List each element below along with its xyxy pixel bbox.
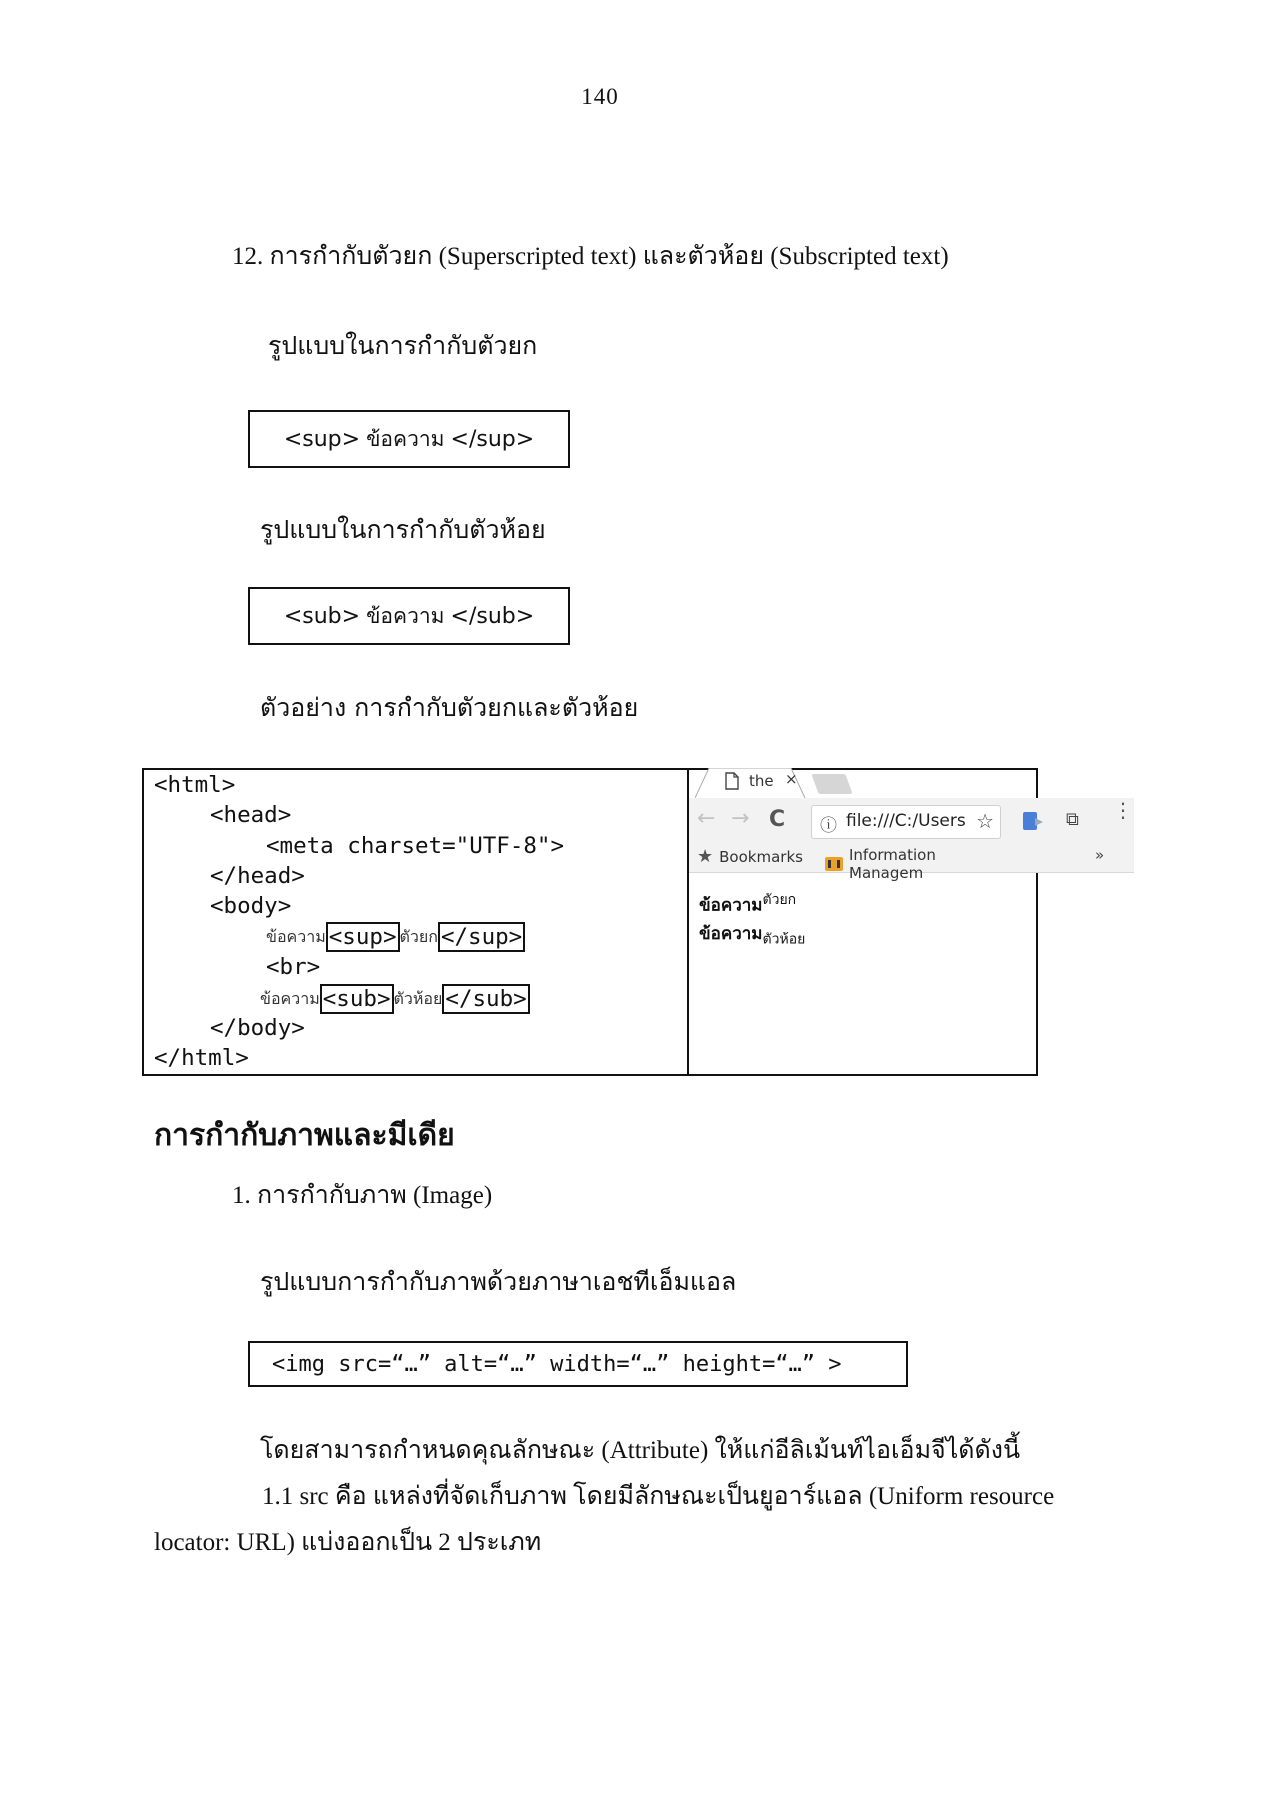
sub-format-label: รูปแบบในการกำกับตัวห้อย	[260, 515, 546, 544]
attribute-intro: โดยสามารถกำหนดคุณลักษณะ (Attribute) ให้แก่อีลิเม้นท์ไอเอ็มจีได้ดังนี้	[260, 1437, 1021, 1464]
code-line: <head>	[210, 802, 292, 828]
sup-placeholder: ข้อความ	[366, 426, 445, 451]
tab-strip	[689, 770, 1129, 798]
tab-title: the	[749, 772, 774, 790]
sub-placeholder: ข้อความ	[366, 603, 445, 628]
bookmark-item[interactable]	[825, 846, 1007, 882]
example-table	[142, 768, 1133, 1076]
code-line: <html>	[154, 772, 236, 798]
attribute-src-line1: 1.1 src คือ แหล่งที่จัดเก็บภาพ โดยมีลักษณะเป็นยูอาร์แอล (Uniform resource	[262, 1483, 1055, 1510]
page-number: 140	[581, 84, 619, 109]
rendered-sub-line	[699, 920, 805, 953]
sub-inner-text: ตัวห้อย	[393, 990, 443, 1008]
document-icon	[725, 772, 739, 790]
sub-open-tag-box: <sub>	[320, 984, 394, 1014]
sup-open-tag: <sup>	[283, 426, 361, 452]
rendered-superscript: ตัวยก	[762, 892, 797, 908]
code-line: </html>	[154, 1045, 249, 1071]
code-line: <body>	[210, 893, 292, 919]
translate-extension-icon[interactable]	[1023, 812, 1037, 830]
bookmark-item-label: Information Managem	[849, 846, 936, 882]
code-line-sub	[260, 984, 530, 1014]
sup-close-tag: </sup>	[450, 426, 535, 452]
rendered-output	[699, 886, 805, 953]
image-item-title: 1. การกำกับภาพ (Image)	[232, 1182, 493, 1209]
attribute-src-line2: locator: URL) แบ่งออกเป็น 2 ประเภท	[154, 1529, 542, 1556]
rendered-text: ข้อความ	[699, 923, 763, 944]
sup-inner-text: ตัวยก	[399, 928, 438, 946]
bookmarks-label: Bookmarks	[719, 847, 803, 866]
forward-arrow-icon[interactable]: →	[731, 806, 750, 831]
sup-syntax-box	[248, 410, 570, 468]
cast-icon[interactable]: ⧉	[1066, 809, 1079, 830]
sup-open-tag-box: <sup>	[326, 922, 400, 952]
new-tab-button[interactable]	[811, 774, 852, 794]
menu-dots-icon[interactable]: ⋮	[1113, 798, 1133, 822]
example-label: ตัวอย่าง การกำกับตัวยกและตัวห้อย	[260, 693, 639, 722]
rendered-subscript: ตัวห้อย	[762, 931, 806, 948]
sub-example-text: ข้อความ	[260, 990, 320, 1008]
code-line-sup	[266, 922, 525, 952]
star-filled-icon: ★	[697, 846, 714, 867]
browser-screenshot	[689, 770, 1133, 1074]
more-bookmarks-icon[interactable]: »	[1095, 846, 1105, 864]
browser-toolbar	[689, 798, 1134, 882]
sub-close-tag-box: </sub>	[442, 984, 529, 1014]
url-text[interactable]: file:///C:/Users	[846, 811, 966, 831]
sub-syntax-box	[248, 587, 570, 645]
img-syntax-text: <img src=“…” alt=“…” width=“…” height=“…” >	[272, 1351, 842, 1377]
code-line: <meta charset="UTF-8">	[266, 833, 565, 859]
sup-close-tag-box: </sup>	[438, 922, 525, 952]
browser-tab[interactable]	[695, 768, 807, 798]
rendered-text: ข้อความ	[699, 895, 763, 916]
bookmark-star-icon[interactable]: ☆	[976, 809, 994, 833]
sub-close-tag: </sub>	[450, 603, 535, 629]
section-12-title: 12. การกำกับตัวยก (Superscripted text) และตัวห้อย (Subscripted text)	[232, 243, 949, 270]
address-bar[interactable]	[811, 805, 1001, 839]
sub-open-tag: <sub>	[283, 603, 361, 629]
reload-icon[interactable]: C	[769, 807, 786, 832]
bookmarks-bar	[689, 842, 1134, 882]
moodle-logo-icon	[825, 857, 843, 871]
sup-example-text: ข้อความ	[266, 928, 326, 946]
code-pane	[144, 770, 689, 1074]
section-heading-images-media: การกำกับภาพและมีเดีย	[154, 1119, 455, 1152]
image-format-label: รูปแบบการกำกับภาพด้วยภาษาเอชทีเอ็มแอล	[260, 1267, 737, 1296]
back-arrow-icon[interactable]: ←	[697, 806, 716, 831]
sup-format-label: รูปแบบในการกำกับตัวยก	[268, 331, 538, 360]
info-icon[interactable]: ⓘ	[820, 816, 837, 836]
code-line: </head>	[210, 863, 305, 889]
close-icon[interactable]: ×	[785, 770, 798, 788]
code-line: </body>	[210, 1015, 305, 1041]
bookmarks-button[interactable]	[697, 846, 803, 867]
img-syntax-box	[248, 1341, 908, 1387]
code-line: <br>	[266, 954, 321, 980]
rendered-sup-line	[699, 886, 805, 920]
